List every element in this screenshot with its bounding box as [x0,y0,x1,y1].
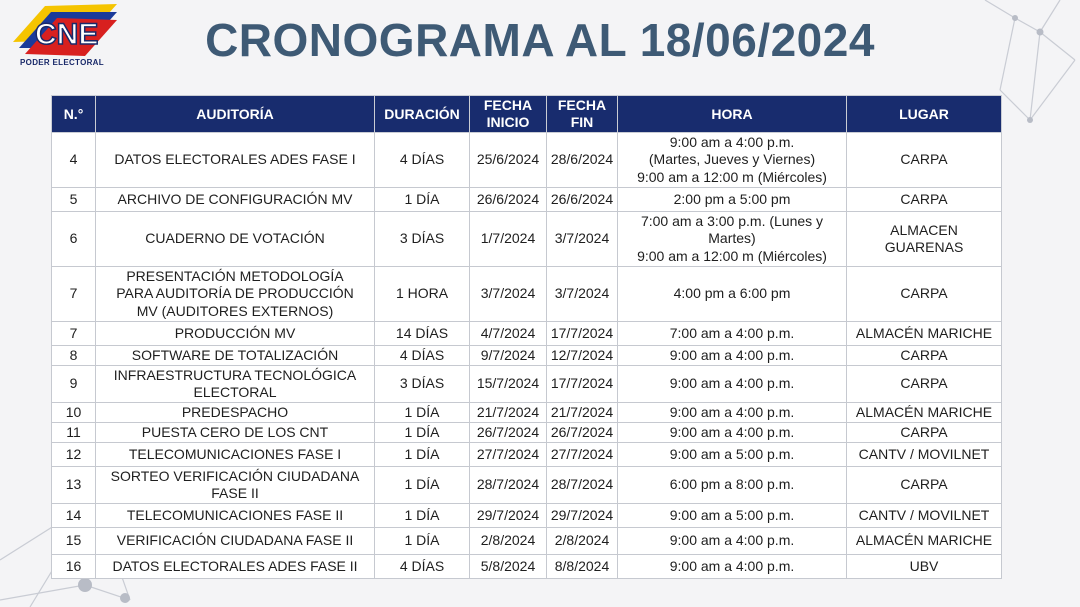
cell-fecha-fin: 27/7/2024 [547,443,618,467]
cell-fecha-fin: 8/8/2024 [547,555,618,579]
col-header-lugar: LUGAR [847,96,1002,133]
cell-fecha-fin: 26/7/2024 [547,423,618,443]
table-row [52,212,1002,267]
cell-auditoria: DATOS ELECTORALES ADES FASE II [96,555,375,579]
cell-auditoria: PRODUCCIÓN MV [96,322,375,346]
cell-number: 4 [52,133,96,188]
cell-fecha-fin: 17/7/2024 [547,322,618,346]
logo-tagline: PODER ELECTORAL [20,58,104,67]
cell-duracion: 1 DÍA [375,504,470,528]
cell-auditoria: TELECOMUNICACIONES FASE II [96,504,375,528]
cell-hora: 9:00 am a 4:00 p.m. [618,366,847,403]
cell-auditoria: SOFTWARE DE TOTALIZACIÓN [96,346,375,366]
cell-fecha-fin: 28/6/2024 [547,133,618,188]
cell-fecha-inicio: 26/6/2024 [470,188,547,212]
cell-fecha-fin: 12/7/2024 [547,346,618,366]
cell-fecha-inicio: 1/7/2024 [470,212,547,267]
cell-hora: 9:00 am a 4:00 p.m. [618,528,847,555]
cell-fecha-fin: 17/7/2024 [547,366,618,403]
cell-lugar: CARPA [847,346,1002,366]
cell-auditoria: TELECOMUNICACIONES FASE I [96,443,375,467]
cell-number: 10 [52,403,96,423]
col-header-hora: HORA [618,96,847,133]
table-row [52,403,1002,423]
cell-auditoria: CUADERNO DE VOTACIÓN [96,212,375,267]
page-title [0,13,1080,67]
cell-hora: 9:00 am a 4:00 p.m. [618,555,847,579]
cell-number: 11 [52,423,96,443]
table-row [52,423,1002,443]
cell-fecha-inicio: 29/7/2024 [470,504,547,528]
cell-lugar: CARPA [847,423,1002,443]
cell-lugar: CARPA [847,133,1002,188]
cell-fecha-inicio: 3/7/2024 [470,267,547,322]
cell-duracion: 14 DÍAS [375,322,470,346]
cell-auditoria: DATOS ELECTORALES ADES FASE I [96,133,375,188]
cell-lugar: ALMACÉN MARICHE [847,528,1002,555]
cell-hora: 7:00 am a 4:00 p.m. [618,322,847,346]
cell-lugar: UBV [847,555,1002,579]
cell-duracion: 3 DÍAS [375,212,470,267]
cell-number: 13 [52,467,96,504]
cell-auditoria: PREDESPACHO [96,403,375,423]
cell-auditoria: PRESENTACIÓN METODOLOGÍA PARA AUDITORÍA DE PRODUCCIÓN MV (AUDITORES EXTERNOS) [96,267,375,322]
cell-fecha-inicio: 2/8/2024 [470,528,547,555]
table-row [52,504,1002,528]
table-row [52,555,1002,579]
cell-duracion: 4 DÍAS [375,133,470,188]
cell-fecha-fin: 3/7/2024 [547,267,618,322]
schedule-table [51,95,1002,579]
cell-fecha-inicio: 9/7/2024 [470,346,547,366]
cell-hora: 9:00 am a 4:00 p.m. [618,403,847,423]
cell-lugar: ALMACEN GUARENAS [847,212,1002,267]
cell-hora: 9:00 am a 4:00 p.m. [618,346,847,366]
cell-hora: 9:00 am a 5:00 p.m. [618,443,847,467]
cell-auditoria: PUESTA CERO DE LOS CNT [96,423,375,443]
table-row [52,133,1002,188]
cell-hora: 9:00 am a 4:00 p.m. (Martes, Jueves y Viernes) 9:00 am a 12:00 m (Miércoles) [618,133,847,188]
cell-auditoria: INFRAESTRUCTURA TECNOLÓGICA ELECTORAL [96,366,375,403]
table-row [52,188,1002,212]
cell-auditoria: ARCHIVO DE CONFIGURACIÓN MV [96,188,375,212]
cell-duracion: 3 DÍAS [375,366,470,403]
table-header-row [52,96,1002,133]
cell-duracion: 1 DÍA [375,423,470,443]
logo-text: CNE [35,18,99,51]
cell-fecha-inicio: 28/7/2024 [470,467,547,504]
cell-lugar: CARPA [847,267,1002,322]
cell-fecha-inicio: 25/6/2024 [470,133,547,188]
cell-fecha-inicio: 4/7/2024 [470,322,547,346]
cell-number: 12 [52,443,96,467]
cell-duracion: 1 DÍA [375,528,470,555]
table-row [52,322,1002,346]
cell-hora: 6:00 pm a 8:00 p.m. [618,467,847,504]
col-header-number: N.° [52,96,96,133]
cell-number: 14 [52,504,96,528]
table-row [52,443,1002,467]
cell-lugar: CANTV / MOVILNET [847,504,1002,528]
cell-number: 8 [52,346,96,366]
cell-number: 16 [52,555,96,579]
cell-fecha-fin: 21/7/2024 [547,403,618,423]
cell-lugar: CARPA [847,366,1002,403]
cell-lugar: ALMACÉN MARICHE [847,403,1002,423]
cell-fecha-fin: 28/7/2024 [547,467,618,504]
cell-hora: 9:00 am a 5:00 p.m. [618,504,847,528]
cell-lugar: CANTV / MOVILNET [847,443,1002,467]
cell-fecha-inicio: 27/7/2024 [470,443,547,467]
cell-lugar: CARPA [847,467,1002,504]
cell-fecha-inicio: 26/7/2024 [470,423,547,443]
cell-fecha-inicio: 21/7/2024 [470,403,547,423]
col-header-fecha-inicio: FECHA INICIO [470,96,547,133]
cell-number: 6 [52,212,96,267]
cell-fecha-fin: 26/6/2024 [547,188,618,212]
cell-fecha-fin: 2/8/2024 [547,528,618,555]
cell-number: 7 [52,267,96,322]
col-header-fecha-fin: FECHA FIN [547,96,618,133]
col-header-auditoria: AUDITORÍA [96,96,375,133]
cell-fecha-fin: 3/7/2024 [547,212,618,267]
cell-duracion: 1 HORA [375,267,470,322]
table-row [52,366,1002,403]
cell-number: 9 [52,366,96,403]
cell-hora: 9:00 am a 4:00 p.m. [618,423,847,443]
cell-lugar: ALMACÉN MARICHE [847,322,1002,346]
cell-hora: 4:00 pm a 6:00 pm [618,267,847,322]
cell-hora: 2:00 pm a 5:00 pm [618,188,847,212]
col-header-duracion: DURACIÓN [375,96,470,133]
table-row [52,267,1002,322]
table-row [52,528,1002,555]
cell-fecha-inicio: 5/8/2024 [470,555,547,579]
cell-duracion: 4 DÍAS [375,555,470,579]
page-title-text: CRONOGRAMA AL 18/06/2024 [205,14,875,66]
cell-duracion: 1 DÍA [375,443,470,467]
cell-fecha-fin: 29/7/2024 [547,504,618,528]
cell-number: 5 [52,188,96,212]
cell-number: 15 [52,528,96,555]
cell-auditoria: VERIFICACIÓN CIUDADANA FASE II [96,528,375,555]
table-row [52,346,1002,366]
cell-fecha-inicio: 15/7/2024 [470,366,547,403]
cell-duracion: 1 DÍA [375,403,470,423]
cell-lugar: CARPA [847,188,1002,212]
table-row [52,467,1002,504]
cell-hora: 7:00 am a 3:00 p.m. (Lunes y Martes) 9:00 am a 12:00 m (Miércoles) [618,212,847,267]
cell-duracion: 1 DÍA [375,467,470,504]
cell-duracion: 1 DÍA [375,188,470,212]
cell-auditoria: SORTEO VERIFICACIÓN CIUDADANA FASE II [96,467,375,504]
cell-duracion: 4 DÍAS [375,346,470,366]
cell-number: 7 [52,322,96,346]
